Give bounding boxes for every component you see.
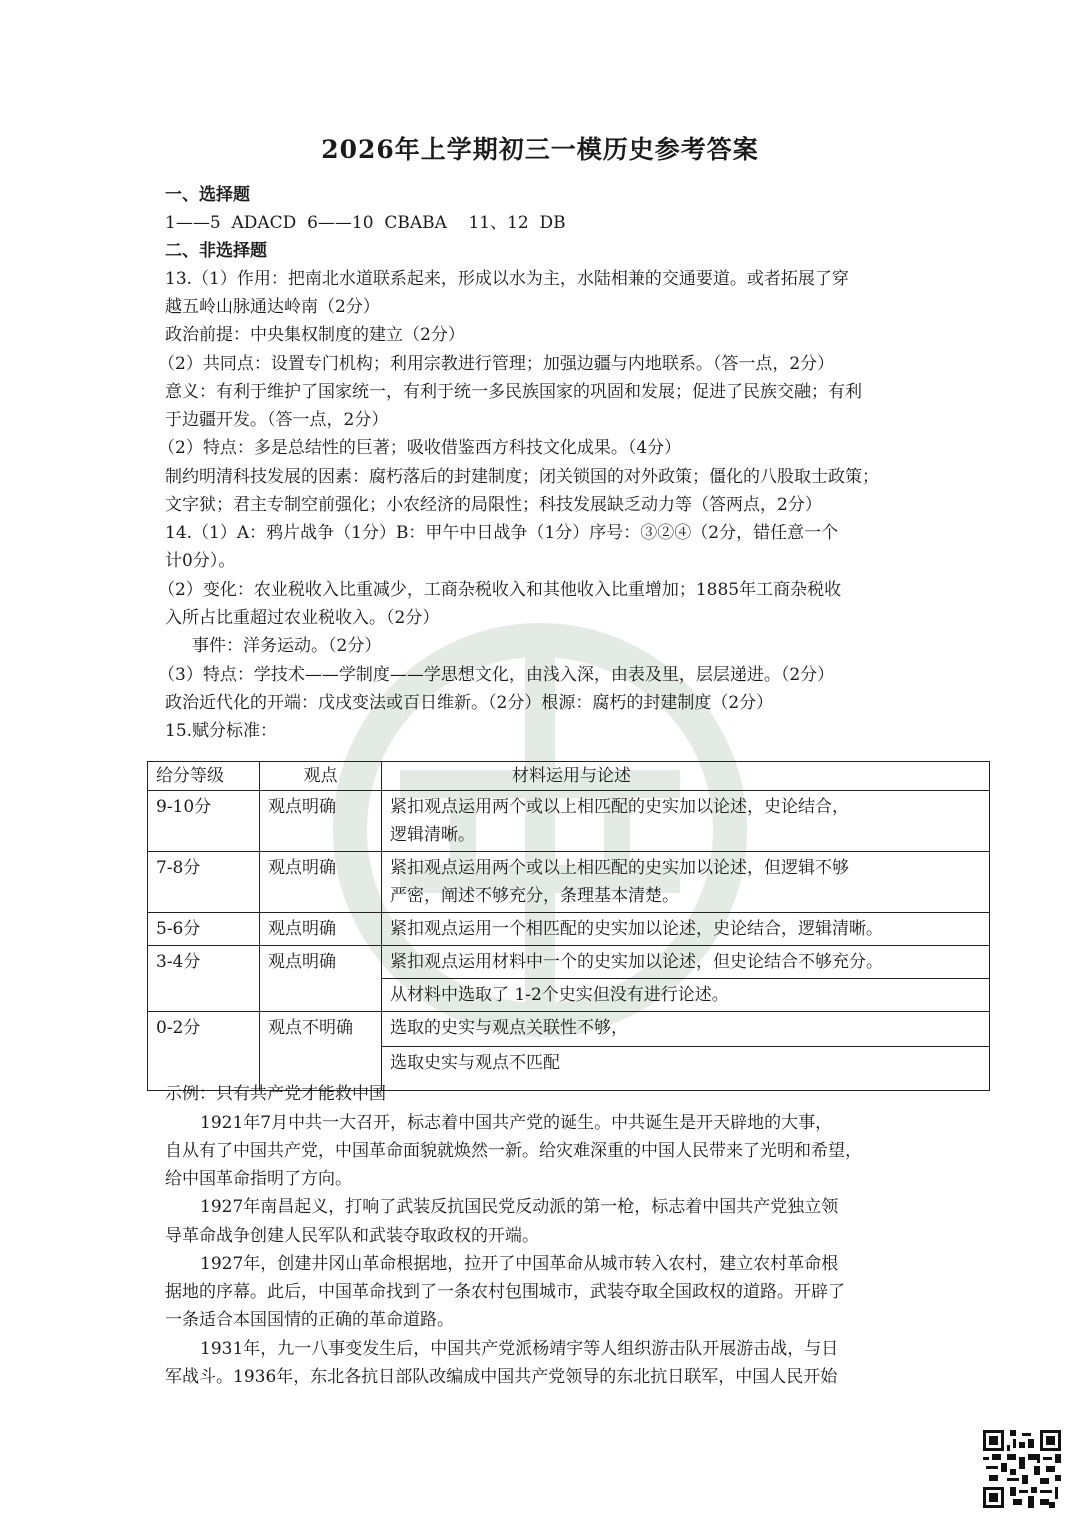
table-cell-desc: 从材料中选取了 1-2个史实但没有进行论述。 <box>382 979 990 1012</box>
answer-line: 15.赋分标准： <box>165 721 278 741</box>
answer-line: 13.（1）作用：把南北水道联系起来，形成以水为主，水陆相兼的交通要道。或者拓展了穿 <box>165 269 849 289</box>
table-cell-view: 观点明确 <box>260 946 382 1012</box>
table-header: 给分等级 <box>148 762 260 791</box>
answer-line: 文字狱；君主专制空前强化；小农经济的局限性；科技发展缺乏动力等（答两点，2分） <box>165 495 822 515</box>
answer-line: （2）共同点：设置专门机构；利用宗教进行管理；加强边疆与内地联系。（答一点，2分） <box>158 354 835 374</box>
desc-line: 逻辑清晰。 <box>390 825 475 845</box>
answer-line: （2）变化：农业税收入比重减少，工商杂税收入和其他收入比重增加；1885年工商杂税收 <box>158 580 842 600</box>
qr-code-icon <box>983 1430 1061 1508</box>
answer-line: 意义：有利于维护了国家统一，有利于统一多民族国家的巩固和发展；促进了民族交融；有利 <box>165 382 862 402</box>
table-cell-level: 0-2分 <box>148 1012 260 1091</box>
table-cell-view: 观点明确 <box>260 791 382 852</box>
example-line: 自从有了中国共产党，中国革命面貌就焕然一新。给灾难深重的中国人民带来了光明和希望， <box>165 1141 862 1161</box>
table-header-row <box>148 762 990 791</box>
table-cell-desc: 选取史实与观点不匹配 <box>382 1047 990 1091</box>
table-row <box>148 946 990 979</box>
example-heading: 示例：只有共产党才能救中国 <box>165 1084 386 1104</box>
table-cell-level: 7-8分 <box>148 852 260 913</box>
example-line: 1931年，九一八事变发生后，中国共产党派杨靖宇等人组织游击队开展游击战，与日 <box>200 1339 839 1359</box>
section-heading-nonchoice: 二、非选择题 <box>165 241 267 261</box>
table-cell-level: 5-6分 <box>148 913 260 946</box>
example-line: 一条适合本国国情的正确的革命道路。 <box>165 1310 454 1330</box>
answer-line: 计0分）。 <box>165 551 236 571</box>
answer-line: 事件：洋务运动。（2分） <box>192 636 382 656</box>
answer-line: 政治前提：中央集权制度的建立（2分） <box>165 325 465 345</box>
table-cell-view: 观点不明确 <box>260 1012 382 1091</box>
example-line: 据地的序幕。此后，中国革命找到了一条农村包围城市，武装夺取全国政权的道路。开辟了 <box>165 1282 845 1302</box>
table-row <box>148 1012 990 1047</box>
table-cell-desc <box>382 791 990 852</box>
example-line: 1927年南昌起义，打响了武装反抗国民党反动派的第一枪，标志着中国共产党独立领 <box>200 1197 839 1217</box>
answer-line: 制约明清科技发展的因素：腐朽落后的封建制度；闭关锁国的对外政策；僵化的八股取士政策； <box>165 467 879 487</box>
table-cell-level: 9-10分 <box>148 791 260 852</box>
table-cell-desc <box>382 852 990 913</box>
answer-line: 于边疆开发。（答一点，2分） <box>165 410 389 430</box>
example-line: 军战斗。1936年，东北各抗日部队改编成中国共产党领导的东北抗日联军，中国人民开始 <box>165 1367 838 1387</box>
table-cell-view: 观点明确 <box>260 852 382 913</box>
answer-line: 政治近代化的开端：戊戌变法或百日维新。（2分）根源：腐朽的封建制度（2分） <box>165 693 774 713</box>
table-cell-view: 观点明确 <box>260 913 382 946</box>
answer-line: （3）特点：学技术——学制度——学思想文化，由浅入深，由表及里，层层递进。（2分） <box>158 665 835 685</box>
table-cell-desc: 紧扣观点运用材料中一个的史实加以论述，但史论结合不够充分。 <box>382 946 990 979</box>
answer-line: （2）特点：多是总结性的巨著；吸收借鉴西方科技文化成果。（4分） <box>158 438 682 458</box>
table-cell-desc: 选取的史实与观点关联性不够， <box>382 1012 990 1047</box>
page-title: 2026年上学期初三一模历史参考答案 <box>321 135 759 164</box>
table-row <box>148 852 990 913</box>
table-row <box>148 913 990 946</box>
example-line: 1921年7月中共一大召开，标志着中国共产党的诞生。中共诞生是开天辟地的大事， <box>200 1113 833 1133</box>
table-row <box>148 791 990 852</box>
answer-line: 入所占比重超过农业税收入。（2分） <box>165 608 440 628</box>
example-line: 导革命战争创建人民军队和武装夺取政权的开端。 <box>165 1226 539 1246</box>
table-cell-level: 3-4分 <box>148 946 260 1012</box>
desc-line: 严密，阐述不够充分，条理基本清楚。 <box>390 886 679 906</box>
example-line: 1927年，创建井冈山革命根据地，拉开了中国革命从城市转入农村，建立农村革命根 <box>200 1254 839 1274</box>
choice-answers: 1——5 ADACD 6——10 CBABA 11、12 DB <box>165 213 566 233</box>
table-cell-desc: 紧扣观点运用一个相匹配的史实加以论述，史论结合，逻辑清晰。 <box>382 913 990 946</box>
example-line: 给中国革命指明了方向。 <box>165 1169 352 1189</box>
section-heading-choice: 一、选择题 <box>165 185 250 205</box>
desc-line: 紧扣观点运用两个或以上相匹配的史实加以论述，史论结合， <box>390 797 849 817</box>
table-header: 观点 <box>260 762 382 791</box>
answer-line: 越五岭山脉通达岭南（2分） <box>165 297 380 317</box>
table-header: 材料运用与论述 <box>382 762 990 791</box>
scoring-table <box>147 761 990 1091</box>
answer-line: 14.（1）A：鸦片战争（1分）B：甲午中日战争（1分）序号：③②④（2分，错任意一个 <box>165 523 839 543</box>
desc-line: 紧扣观点运用两个或以上相匹配的史实加以论述，但逻辑不够 <box>390 858 849 878</box>
